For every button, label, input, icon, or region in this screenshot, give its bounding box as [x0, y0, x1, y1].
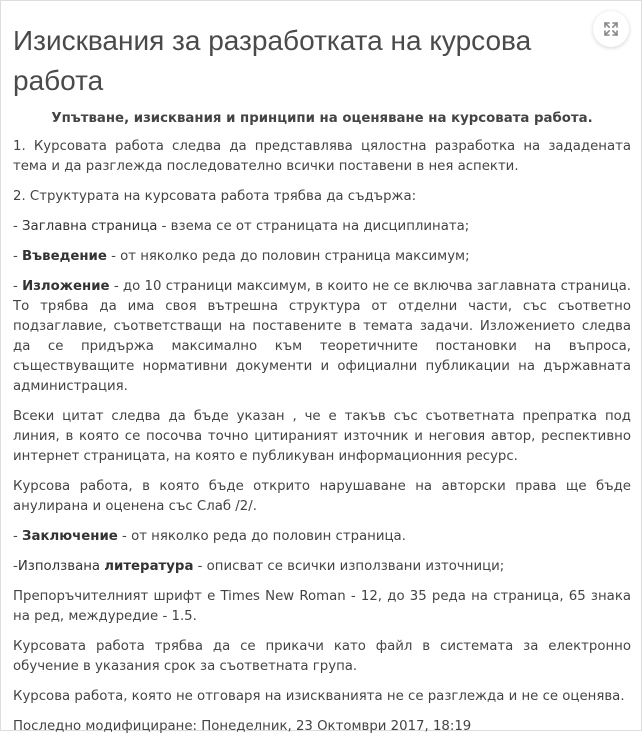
- body-term: Изложение: [22, 279, 110, 294]
- title-page-term: Заглавна страница: [22, 219, 158, 234]
- conclusion-desc: - от няколко реда до половин страница.: [117, 529, 406, 544]
- literature-term-bold: литература: [104, 559, 194, 574]
- last-modified: Последно модифициране: Понеделник, 23 Октомври 2017, 18:19: [13, 719, 472, 734]
- copyright-paragraph: Курсова работа, в която бъде открито нарушаване на авторски права ще бъде анулирана и оценена със Слаб /2/.: [13, 479, 631, 514]
- structure-item-title-page: - Заглавна страница - взема се от страницата на дисциплината;: [13, 219, 470, 234]
- structure-item-body: - Изложение - до 10 страници максимум, в които не се включва заглавната страница. То трябва да има своя вътрешна структура от отделни части, със съответно подзаглавие, съответстващи на поставените в темата задачи. Изложението следва да се придържа максимално към теоретичните постановки на въпроса, съществуващите нормативни документи и официални публикации на държавната администрация.: [13, 279, 631, 394]
- intro-term: Въведение: [22, 249, 107, 264]
- structure-item-intro: - Въведение - от няколко реда до половин страница максимум;: [13, 249, 470, 264]
- literature-term-plain: Използвана: [17, 559, 105, 574]
- citation-paragraph: Всеки цитат следва да бъде указан , че е такъв със съответната препратка под линия, в която се посочва точно цитираният източник и неговия автор, респективно интернет страницата, на която е публикуван информационния ресурс.: [13, 409, 631, 464]
- content-body: [13, 109, 631, 707]
- reject-paragraph: Курсова работа, която не отговаря на изискванията не се разглежда и не се оценява.: [13, 689, 625, 704]
- content-subtitle: Упътване, изисквания и принципи на оценяване на курсовата работа.: [51, 111, 593, 126]
- expand-button[interactable]: [593, 11, 629, 47]
- structure-item-literature: -Използвана литература - описват се всички използвани източници;: [13, 559, 505, 574]
- font-paragraph: Препоръчителният шрифт е Times New Roman - 12, до 35 реда на страница, 65 знака на ред, междуредие - 1.5.: [13, 589, 631, 624]
- title-page-desc: - взема се от страницата на дисциплината;: [157, 219, 470, 234]
- body-desc: - до 10 страници максимум, в които не се включва заглавната страница. То трябва да има своя вътрешна структура от отделни части, със съответно подзаглавие, съответстващи на поставените в темата задачи. Изложението следва да се придържа максимално към теоретичните постановки на въпроса, съществуващите нормативни документи и официални публикации на държавната администрация.: [13, 279, 631, 394]
- structure-item-conclusion: - Заключение - от няколко реда до половин страница.: [13, 529, 406, 544]
- expand-icon: [603, 21, 619, 37]
- conclusion-term: Заключение: [22, 529, 118, 544]
- intro-desc: - от няколко реда до половин страница максимум;: [106, 249, 470, 264]
- attach-paragraph: Курсовата работа трябва да се прикачи като файл в системата за електронно обучение в указания срок за съответната група.: [13, 639, 631, 674]
- literature-desc: - описват се всички използвани източници;: [193, 559, 505, 574]
- paragraph-2: 2. Структурата на курсовата работа трябва да съдържа:: [13, 189, 417, 204]
- paragraph-1: 1. Курсовата работа следва да представлява цялостна разработка на зададената тема и да разглежда последователно всички поставени в нея аспекти.: [13, 139, 631, 174]
- page-title: Изисквания за разработката на курсова работа: [13, 25, 532, 96]
